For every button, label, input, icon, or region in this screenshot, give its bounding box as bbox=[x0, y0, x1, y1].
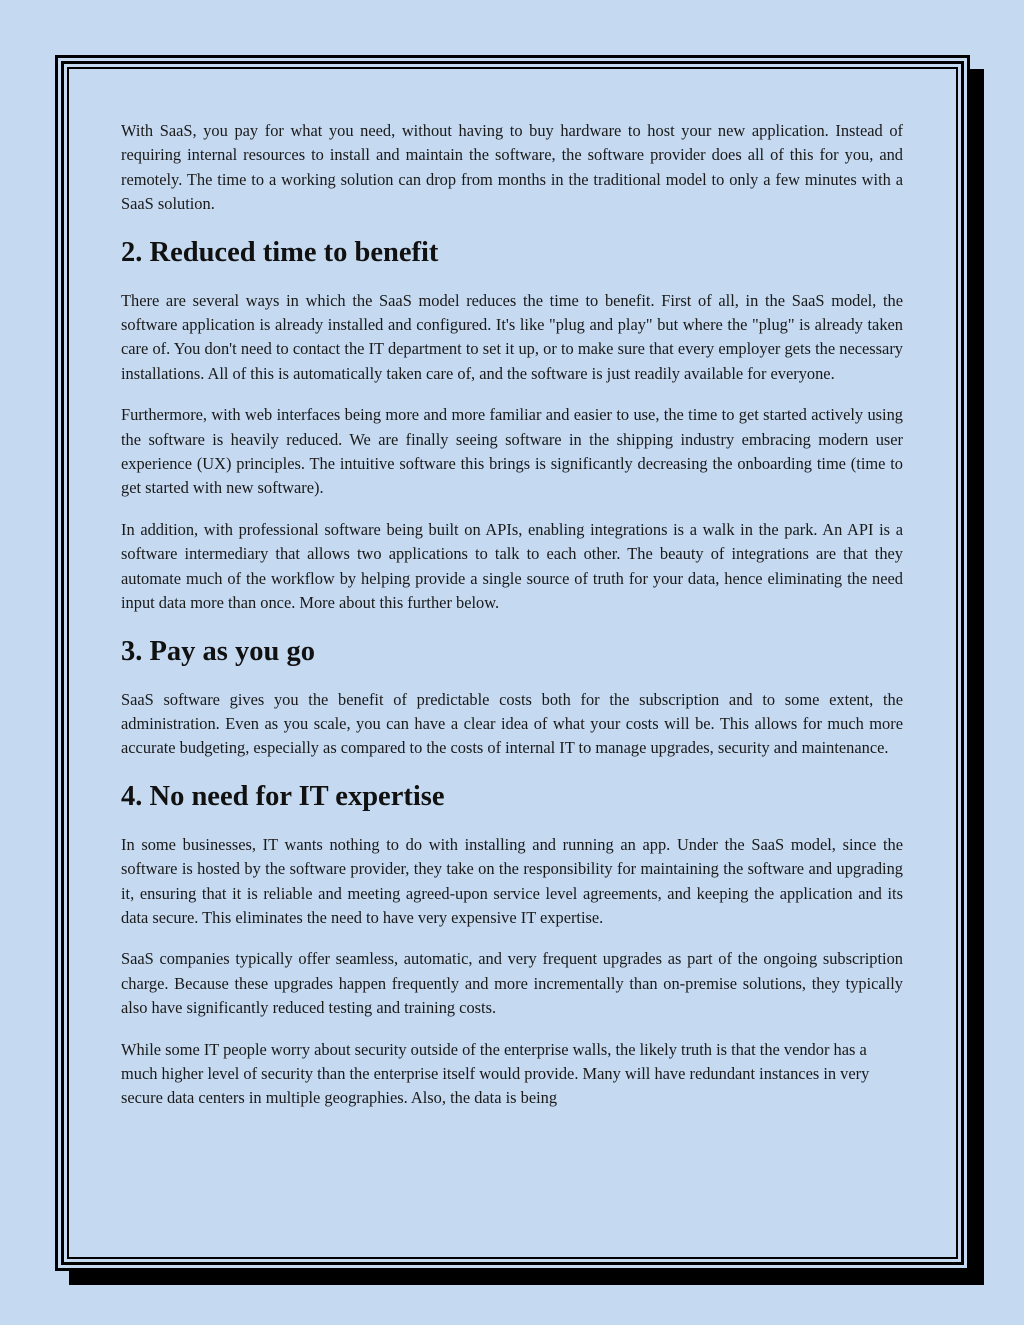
document-body bbox=[121, 119, 903, 1128]
heading-no-it-expertise: 4. No need for IT expertise bbox=[121, 780, 445, 812]
paragraph: While some IT people worry about security outside of the enterprise walls, the likely truth is that the vendor has a much higher level of security than the enterprise itself would provide. Many will have redundant instances in very secure data centers in multiple geographies. Also, the data is being bbox=[121, 1039, 870, 1108]
paragraph: SaaS software gives you the benefit of predictable costs both for the subscription and to some extent, the administration. Even as you scale, you can have a clear idea of what your costs will be. This allows for much more accurate budgeting, especially as compared to the costs of internal IT to manage upgrades, security and maintenance. bbox=[121, 689, 903, 758]
paragraph: SaaS companies typically offer seamless, automatic, and very frequent upgrades as part of the ongoing subscription charge. Because these upgrades happen frequently and more incrementally than on-premise solutions, they typically also have significantly reduced testing and training costs. bbox=[121, 949, 903, 1018]
heading-pay-as-you-go: 3. Pay as you go bbox=[121, 635, 315, 667]
paragraph: There are several ways in which the SaaS model reduces the time to benefit. First of all, in the SaaS model, the software application is already installed and configured. It's like "plug and play" but where the "plug" is already taken care of. You don't need to contact the IT department to set it up, or to make sure that every employer gets the necessary installations. All of this is automatically taken care of, and the software is just readily available for everyone. bbox=[121, 290, 903, 383]
paragraph: Furthermore, with web interfaces being more and more familiar and easier to use, the time to get started actively using the software is heavily reduced. We are finally seeing software in the shipping industry embracing modern user experience (UX) principles. The intuitive software this brings is significantly decreasing the onboarding time (time to get started with new software). bbox=[121, 405, 903, 498]
intro-paragraph: With SaaS, you pay for what you need, without having to buy hardware to host your new application. Instead of requiring internal resources to install and maintain the software, the software provider does all of this for you, and remotely. The time to a working solution can drop from months in the traditional model to only a few minutes with a SaaS solution. bbox=[121, 121, 903, 214]
paragraph: In addition, with professional software being built on APIs, enabling integrations is a walk in the park. An API is a software intermediary that allows two applications to talk to each other. The beauty of integrations are that they automate much of the workflow by helping provide a single source of truth for your data, hence eliminating the need input data more than once. More about this further below. bbox=[121, 519, 903, 613]
paragraph: In some businesses, IT wants nothing to do with installing and running an app. Under the SaaS model, since the software is hosted by the software provider, they take on the responsibility for maintaining the software and upgrading it, ensuring that it is reliable and meeting agreed-upon service level agreements, and keeping the application and its data secure. This eliminates the need to have very expensive IT expertise. bbox=[121, 834, 903, 927]
heading-reduced-time: 2. Reduced time to benefit bbox=[121, 236, 439, 268]
